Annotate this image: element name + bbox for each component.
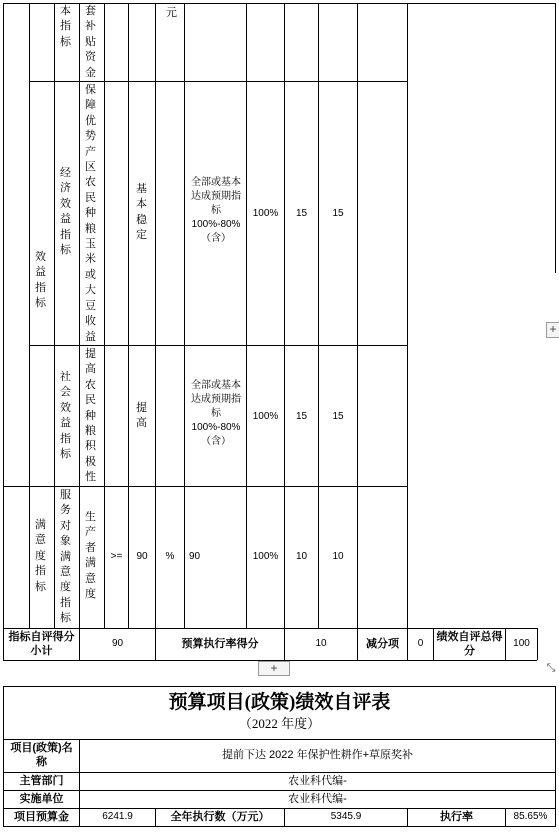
row-satisfaction-indicator: 生产者满意度 [85,511,96,601]
project-name-value: 提前下达 2022 年保护性耕作+草原奖补 [221,749,413,761]
expand-right-button[interactable]: + [546,322,559,338]
exec-label: 全年执行数（万元） [170,811,270,823]
row-top-level2: 本指标 [60,5,71,48]
project-name-label: 项目(政策)名称 [10,742,73,768]
row-top-indicator: 套补贴资金 [85,5,96,79]
row-social-level2: 社会效益指标 [60,371,71,461]
dept-label: 主管部门 [19,775,64,787]
budget-value: 6241.9 [102,811,133,822]
summary-total-label: 绩效自评总得分 [436,631,503,657]
row-economic-weight: 15 [295,208,308,219]
summary-budget-score: 10 [315,638,327,649]
row-social-completion: 100% [252,411,279,422]
row-economic-indicator: 保障优势产区农民种粮玉米或大豆收益 [85,84,96,343]
summary-budget-score-label: 预算执行率得分 [181,638,259,650]
level1-effect-label: 效益指标 [35,251,46,310]
row-satisfaction-operator: >= [110,551,123,562]
row-satisfaction-weight: 10 [295,551,308,562]
add-row-button[interactable]: + [258,661,290,676]
rate-value: 85.65% [513,811,548,822]
report-title: 预算项目(政策)绩效自评表 [168,692,391,713]
summary-self-score: 90 [111,638,124,649]
row-economic-completion: 100% [252,208,279,219]
row-social-indicator: 提高农民种粮积极性 [85,348,96,484]
exec-value: 5345.9 [330,811,362,822]
summary-self-score-label: 指标自评得分小计 [8,631,75,657]
row-satisfaction-level1: 满意度指标 [35,519,46,593]
row-satisfaction-value: 90 [136,551,148,562]
unit-value: 农业科代编- [288,793,347,805]
row-satisfaction-level2: 服务对象满意度指标 [60,489,71,625]
row-social-standard: 全部或基本达成预期指标 100%-80%（含） [191,380,241,447]
row-top-unit: 元 [166,7,177,19]
unit-label: 实施单位 [19,793,64,805]
row-social-weight: 15 [295,411,308,422]
row-economic-standard: 全部或基本达成预期指标 100%-80%（含） [191,177,241,244]
report-year: （2022 年度） [238,716,321,731]
row-satisfaction-unit: % [165,551,175,562]
summary-total: 100 [513,638,530,649]
row-economic-target: 基本稳定 [136,183,147,242]
row-satisfaction-completion: 100% [252,551,279,562]
resize-handle-icon[interactable]: ⤡ [546,662,556,674]
row-social-target: 提高 [136,402,147,430]
row-satisfaction-score: 10 [332,551,344,562]
row-satisfaction-actual: 90 [189,551,201,562]
dept-value: 农业科代编- [288,775,347,787]
summary-deduct-label: 减分项 [366,638,399,650]
row-economic-score: 15 [332,208,344,219]
rate-label: 执行率 [440,811,473,823]
budget-label: 项目预算金 [14,811,69,823]
summary-deduct: 0 [417,638,424,649]
row-economic-level2: 经济效益指标 [60,167,71,257]
row-social-score: 15 [332,411,344,422]
